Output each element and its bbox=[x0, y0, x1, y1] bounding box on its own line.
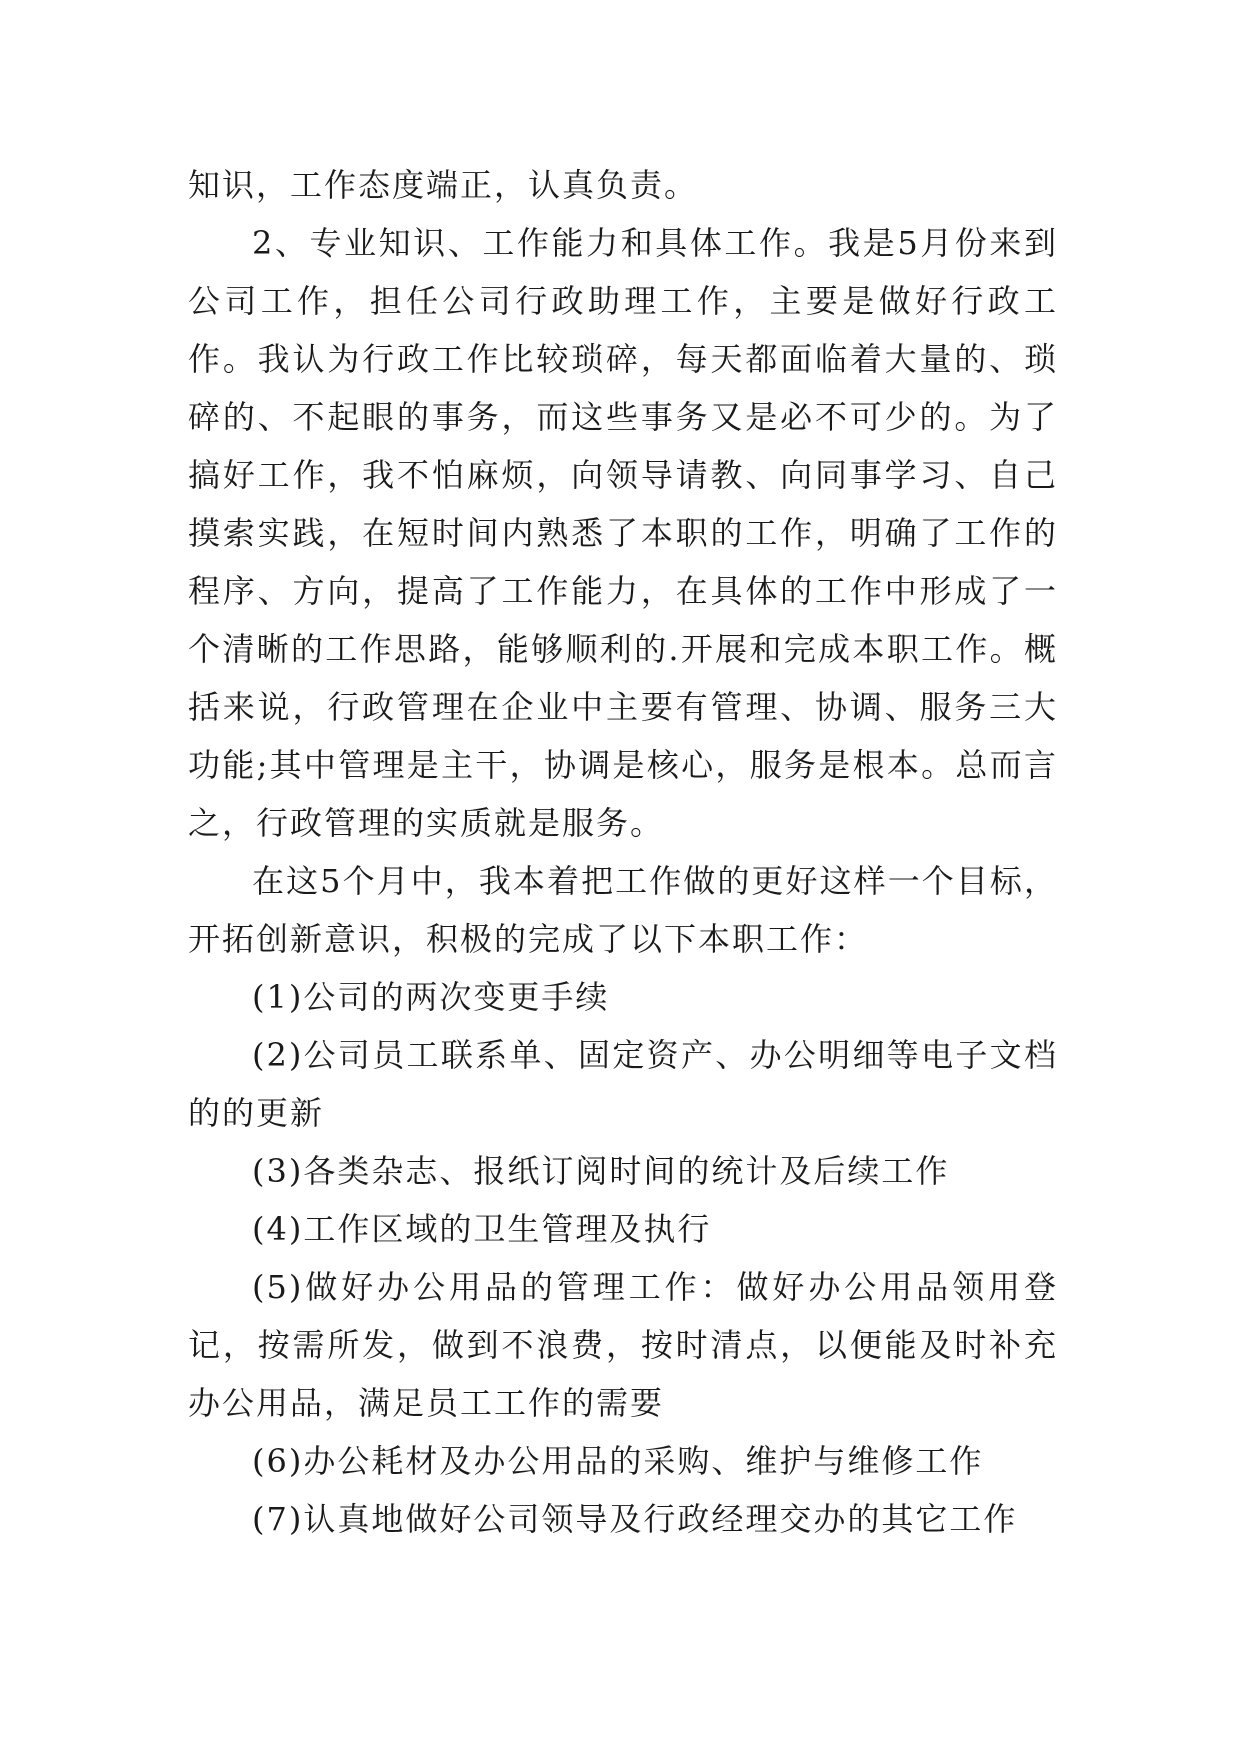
list-item-3: (3)各类杂志、报纸订阅时间的统计及后续工作 bbox=[252, 1152, 950, 1190]
list-item-1: (1)公司的两次变更手续 bbox=[252, 978, 610, 1016]
document-body bbox=[188, 156, 1058, 1548]
paragraph-professional-knowledge: 2、专业知识、工作能力和具体工作。我是5月份来到公司工作，担任公司行政助理工作，主要是做好行政工作。我认为行政工作比较琐碎，每天都面临着大量的、琐碎的、不起眼的事务，而这些事务又是必不可少的。为了搞好工作，我不怕麻烦，向领导请教、向同事学习、自己摸索实践，在短时间内熟悉了本职的工作，明确了工作的程序、方向，提高了工作能力，在具体的工作中形成了一个清晰的工作思路，能够顺利的.开展和完成本职工作。概括来说，行政管理在企业中主要有管理、协调、服务三大功能;其中管理是主干，协调是核心，服务是根本。总而言之，行政管理的实质就是服务。 bbox=[188, 224, 1058, 842]
list-item-6: (6)办公耗材及办公用品的采购、维护与维修工作 bbox=[252, 1442, 984, 1480]
paragraph-five-months-intro: 在这5个月中，我本着把工作做的更好这样一个目标，开拓创新意识，积极的完成了以下本职工作： bbox=[188, 862, 1058, 958]
list-item-4: (4)工作区域的卫生管理及执行 bbox=[252, 1210, 712, 1248]
list-item-5: (5)做好办公用品的管理工作：做好办公用品领用登记，按需所发，做到不浪费，按时清点，以便能及时补充办公用品，满足员工工作的需要 bbox=[188, 1268, 1058, 1422]
list-item-2: (2)公司员工联系单、固定资产、办公明细等电子文档的的更新 bbox=[188, 1036, 1058, 1132]
paragraph-continuation: 知识，工作态度端正，认真负责。 bbox=[188, 166, 699, 204]
list-item-7: (7)认真地做好公司领导及行政经理交办的其它工作 bbox=[252, 1500, 1018, 1538]
